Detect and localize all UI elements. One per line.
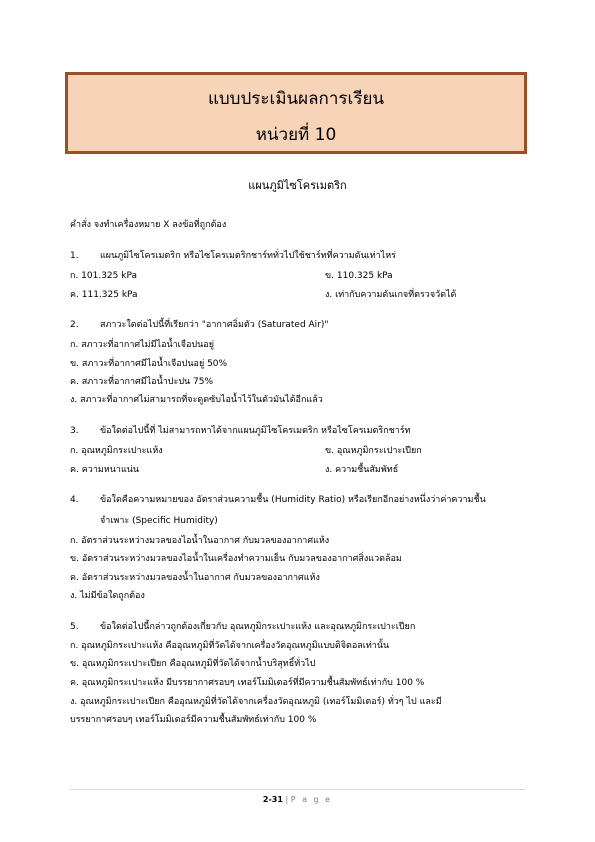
question-text: แผนภูมิไซโครเมตริก หรือไซโครเมตริกชาร์ททั่วไปใช้ชาร์ทที่ความดันเท่าไหร่	[100, 251, 396, 261]
choice: ค. อุณหภูมิกระเปาะแห้ง มีบรรยากาศรอบๆ เทอร์โมมิเตอร์ที่มีความชื้นสัมพัทธ์เท่ากับ 100 %	[70, 678, 425, 688]
choice: ง. อุณหภูมิกระเปาะเปียก คืออุณหภูมิที่วัดได้จากเครื่องวัดอุณหภูมิ (เทอร์โมมิเตอร์) ทั่วๆ ไป และมี	[70, 697, 442, 707]
choice: ข. สภาวะที่อากาศมีไอน้ำเจือปนอยู่ 50%	[70, 359, 228, 369]
page-footer	[0, 795, 595, 804]
choice: ข. อุณหภูมิกระเปาะเปียก	[325, 446, 422, 456]
choice: ก. อัตราส่วนระหว่างมวลของไอน้ำในอากาศ กับมวลของอากาศแห้ง	[70, 536, 330, 546]
choice: ค. อัตราส่วนระหว่างมวลของน้ำในอากาศ กับมวลของอากาศแห้ง	[70, 573, 320, 583]
page-number: 2-31	[262, 795, 283, 804]
question-text: ข้อใดต่อไปนี้กล่าวถูกต้องเกี่ยวกับ อุณหภูมิกระเปาะแห้ง และอุณหภูมิกระเปาะเปียก	[100, 622, 416, 632]
question-number: 2.	[70, 320, 79, 330]
footer-divider	[70, 789, 525, 790]
title-line-2: หน่วยที่ 10	[255, 125, 337, 145]
question-text-continued: จำเพาะ (Specific Humidity)	[100, 516, 218, 526]
choice: ค. 111.325 kPa	[70, 290, 138, 300]
choice: ข. อุณหภูมิกระเปาะเปียก คืออุณหภูมิที่วัดได้จากน้ำบริสุทธิ์ทั่วไป	[70, 659, 316, 669]
choice: ข. 110.325 kPa	[325, 271, 393, 281]
footer-separator: |	[285, 795, 289, 804]
choice: ง. เท่ากับความดันเกจที่ตรวจวัดได้	[325, 290, 457, 300]
choice: ก. อุณหภูมิกระเปาะแห้ง	[70, 446, 163, 456]
question-number: 5.	[70, 622, 79, 632]
choice: ก. อุณหภูมิกระเปาะแห้ง คืออุณหภูมิที่วัดได้จากเครื่องวัดอุณหภูมิแบบดิจิตอลเท่านั้น	[70, 641, 390, 651]
subtitle: แผนภูมิไซโครเมตริก	[248, 179, 347, 192]
title-box	[65, 72, 527, 154]
instruction: คำสั่ง จงทำเครื่องหมาย X ลงข้อที่ถูกต้อง	[70, 220, 227, 230]
question-number: 3.	[70, 426, 79, 436]
choice: ค. สภาวะที่อากาศมีไอน้ำปะปน 75%	[70, 377, 214, 387]
choice: ก. 101.325 kPa	[70, 271, 137, 281]
question-number: 4.	[70, 495, 79, 505]
question-text: ข้อใดคือความหมายของ อัตราส่วนความชื้น (Humidity Ratio) หรือเรียกอีกอย่างหนึ่งว่าค่าความชื้น	[100, 495, 486, 505]
footer-page-word: P a g e	[290, 795, 333, 804]
question-number: 1.	[70, 251, 79, 261]
title-line-1: แบบประเมินผลการเรียน	[207, 89, 385, 109]
choice: ค. ความหนาแน่น	[70, 465, 140, 475]
choice: ง. ไม่มีข้อใดถูกต้อง	[70, 591, 145, 601]
choice-continued: บรรยากาศรอบๆ เทอร์โมมิเตอร์มีความชื้นสัมพัทธ์เท่ากับ 100 %	[70, 715, 317, 725]
choice: ง. ความชื้นสัมพัทธ์	[325, 465, 399, 475]
choice: ง. สภาวะที่อากาศไม่สามารถที่จะดูดซับไอน้ำไว้ในตัวมันได้อีกแล้ว	[70, 395, 323, 405]
question-text: ข้อใดต่อไปนี้ที่ ไม่สามารถหาได้จากแผนภูมิไซโครเมตริก หรือไซโครเมตริกชาร์ท	[100, 426, 411, 436]
choice: ก. สภาวะที่อากาศไม่มีไอน้ำเจือปนอยู่	[70, 340, 214, 350]
question-text: สภาวะใดต่อไปนี้ที่เรียกว่า "อากาศอิ่มตัว (Saturated Air)"	[100, 320, 329, 330]
choice: ข. อัตราส่วนระหว่างมวลของไอน้ำในเครื่องทำความเย็น กับมวลของอากาศสิ่งแวดล้อม	[70, 554, 402, 564]
